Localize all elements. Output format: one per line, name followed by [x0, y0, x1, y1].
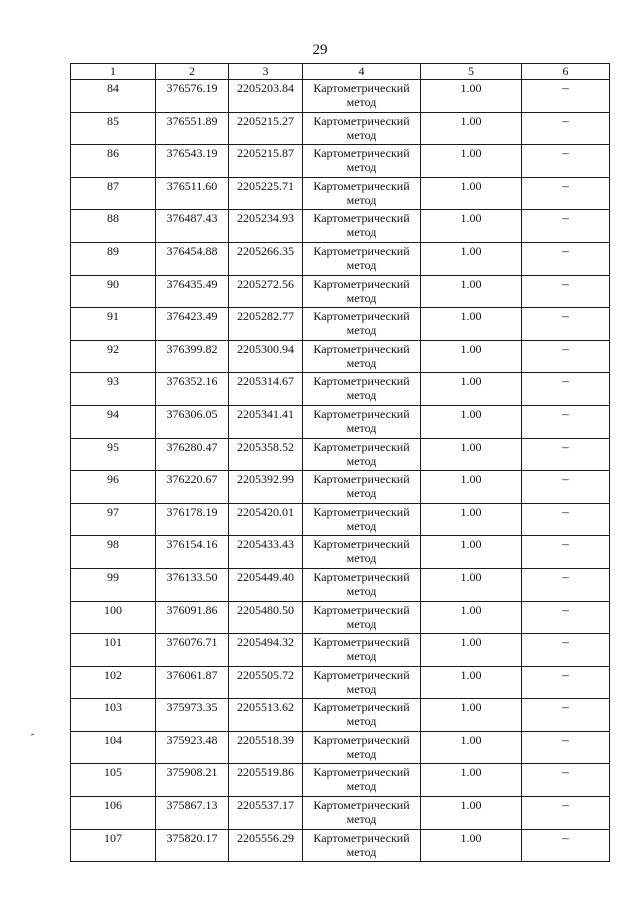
note-cell: –	[522, 568, 610, 601]
note-cell: –	[522, 112, 610, 145]
accuracy-cell: 1.00	[421, 145, 522, 178]
accuracy-cell: 1.00	[421, 242, 522, 275]
y-coordinate-cell: 2205358.52	[229, 438, 303, 471]
accuracy-cell: 1.00	[421, 80, 522, 113]
accuracy-cell: 1.00	[421, 373, 522, 406]
accuracy-cell: 1.00	[421, 112, 522, 145]
accuracy-cell: 1.00	[421, 536, 522, 569]
method-cell: Картометрический метод	[303, 568, 421, 601]
note-cell: –	[522, 340, 610, 373]
table-row	[71, 699, 610, 732]
y-coordinate-cell: 2205494.32	[229, 634, 303, 667]
column-header: 1	[71, 64, 156, 80]
method-cell: Картометрический метод	[303, 210, 421, 243]
note-cell: –	[522, 242, 610, 275]
x-coordinate-cell: 376061.87	[156, 666, 229, 699]
x-coordinate-cell: 376306.05	[156, 405, 229, 438]
point-number-cell: 102	[71, 666, 156, 699]
header-row	[71, 64, 610, 80]
y-coordinate-cell: 2205282.77	[229, 308, 303, 341]
scan-speck	[31, 733, 34, 735]
method-cell: Картометрический метод	[303, 405, 421, 438]
method-cell: Картометрический метод	[303, 145, 421, 178]
point-number-cell: 100	[71, 601, 156, 634]
method-cell: Картометрический метод	[303, 731, 421, 764]
x-coordinate-cell: 376154.16	[156, 536, 229, 569]
y-coordinate-cell: 2205480.50	[229, 601, 303, 634]
x-coordinate-cell: 375908.21	[156, 764, 229, 797]
column-header: 6	[522, 64, 610, 80]
note-cell: –	[522, 699, 610, 732]
y-coordinate-cell: 2205234.93	[229, 210, 303, 243]
accuracy-cell: 1.00	[421, 731, 522, 764]
point-number-cell: 92	[71, 340, 156, 373]
method-cell: Картометрический метод	[303, 308, 421, 341]
method-cell: Картометрический метод	[303, 275, 421, 308]
y-coordinate-cell: 2205272.56	[229, 275, 303, 308]
note-cell: –	[522, 438, 610, 471]
note-cell: –	[522, 210, 610, 243]
point-number-cell: 85	[71, 112, 156, 145]
note-cell: –	[522, 308, 610, 341]
accuracy-cell: 1.00	[421, 503, 522, 536]
table-body	[71, 80, 610, 862]
accuracy-cell: 1.00	[421, 764, 522, 797]
point-number-cell: 105	[71, 764, 156, 797]
y-coordinate-cell: 2205556.29	[229, 829, 303, 862]
x-coordinate-cell: 376423.49	[156, 308, 229, 341]
table-header	[71, 64, 610, 80]
accuracy-cell: 1.00	[421, 210, 522, 243]
note-cell: –	[522, 536, 610, 569]
note-cell: –	[522, 634, 610, 667]
y-coordinate-cell: 2205266.35	[229, 242, 303, 275]
y-coordinate-cell: 2205420.01	[229, 503, 303, 536]
point-number-cell: 88	[71, 210, 156, 243]
note-cell: –	[522, 471, 610, 504]
x-coordinate-cell: 376399.82	[156, 340, 229, 373]
note-cell: –	[522, 829, 610, 862]
table-row	[71, 210, 610, 243]
x-coordinate-cell: 376435.49	[156, 275, 229, 308]
x-coordinate-cell: 376280.47	[156, 438, 229, 471]
column-header: 3	[229, 64, 303, 80]
page-number: 29	[312, 42, 328, 58]
method-cell: Картометрический метод	[303, 536, 421, 569]
table-row	[71, 340, 610, 373]
table-row	[71, 438, 610, 471]
column-header: 5	[421, 64, 522, 80]
x-coordinate-cell: 376543.19	[156, 145, 229, 178]
table-row	[71, 764, 610, 797]
note-cell: –	[522, 764, 610, 797]
point-number-cell: 90	[71, 275, 156, 308]
y-coordinate-cell: 2205518.39	[229, 731, 303, 764]
point-number-cell: 91	[71, 308, 156, 341]
table-row	[71, 536, 610, 569]
method-cell: Картометрический метод	[303, 634, 421, 667]
table-row	[71, 405, 610, 438]
method-cell: Картометрический метод	[303, 177, 421, 210]
point-number-cell: 89	[71, 242, 156, 275]
table-row	[71, 731, 610, 764]
note-cell: –	[522, 503, 610, 536]
method-cell: Картометрический метод	[303, 112, 421, 145]
table-row	[71, 797, 610, 830]
x-coordinate-cell: 376454.88	[156, 242, 229, 275]
method-cell: Картометрический метод	[303, 666, 421, 699]
table-row	[71, 275, 610, 308]
point-number-cell: 103	[71, 699, 156, 732]
y-coordinate-cell: 2205341.41	[229, 405, 303, 438]
method-cell: Картометрический метод	[303, 601, 421, 634]
y-coordinate-cell: 2205449.40	[229, 568, 303, 601]
table-row	[71, 177, 610, 210]
note-cell: –	[522, 275, 610, 308]
table-row	[71, 601, 610, 634]
x-coordinate-cell: 376352.16	[156, 373, 229, 406]
accuracy-cell: 1.00	[421, 568, 522, 601]
point-number-cell: 101	[71, 634, 156, 667]
x-coordinate-cell: 376178.19	[156, 503, 229, 536]
point-number-cell: 99	[71, 568, 156, 601]
method-cell: Картометрический метод	[303, 373, 421, 406]
point-number-cell: 84	[71, 80, 156, 113]
x-coordinate-cell: 375973.35	[156, 699, 229, 732]
point-number-cell: 95	[71, 438, 156, 471]
x-coordinate-cell: 376487.43	[156, 210, 229, 243]
table-row	[71, 503, 610, 536]
note-cell: –	[522, 373, 610, 406]
x-coordinate-cell: 376076.71	[156, 634, 229, 667]
accuracy-cell: 1.00	[421, 666, 522, 699]
accuracy-cell: 1.00	[421, 405, 522, 438]
point-number-cell: 107	[71, 829, 156, 862]
method-cell: Картометрический метод	[303, 471, 421, 504]
column-header: 2	[156, 64, 229, 80]
accuracy-cell: 1.00	[421, 275, 522, 308]
table-row	[71, 373, 610, 406]
accuracy-cell: 1.00	[421, 471, 522, 504]
x-coordinate-cell: 376133.50	[156, 568, 229, 601]
note-cell: –	[522, 177, 610, 210]
method-cell: Картометрический метод	[303, 503, 421, 536]
accuracy-cell: 1.00	[421, 699, 522, 732]
accuracy-cell: 1.00	[421, 797, 522, 830]
y-coordinate-cell: 2205392.99	[229, 471, 303, 504]
method-cell: Картометрический метод	[303, 340, 421, 373]
point-number-cell: 98	[71, 536, 156, 569]
x-coordinate-cell: 375820.17	[156, 829, 229, 862]
method-cell: Картометрический метод	[303, 699, 421, 732]
table-row	[71, 308, 610, 341]
note-cell: –	[522, 601, 610, 634]
coordinates-table	[70, 63, 610, 862]
table-row	[71, 80, 610, 113]
x-coordinate-cell: 375923.48	[156, 731, 229, 764]
point-number-cell: 94	[71, 405, 156, 438]
y-coordinate-cell: 2205433.43	[229, 536, 303, 569]
point-number-cell: 93	[71, 373, 156, 406]
table-row	[71, 112, 610, 145]
method-cell: Картометрический метод	[303, 80, 421, 113]
x-coordinate-cell: 376091.86	[156, 601, 229, 634]
point-number-cell: 87	[71, 177, 156, 210]
y-coordinate-cell: 2205215.87	[229, 145, 303, 178]
method-cell: Картометрический метод	[303, 764, 421, 797]
table-row	[71, 568, 610, 601]
table-row	[71, 471, 610, 504]
note-cell: –	[522, 731, 610, 764]
accuracy-cell: 1.00	[421, 340, 522, 373]
y-coordinate-cell: 2205300.94	[229, 340, 303, 373]
point-number-cell: 106	[71, 797, 156, 830]
table-row	[71, 634, 610, 667]
x-coordinate-cell: 376511.60	[156, 177, 229, 210]
table-row	[71, 145, 610, 178]
method-cell: Картометрический метод	[303, 242, 421, 275]
table-row	[71, 666, 610, 699]
method-cell: Картометрический метод	[303, 438, 421, 471]
y-coordinate-cell: 2205513.62	[229, 699, 303, 732]
x-coordinate-cell: 376576.19	[156, 80, 229, 113]
column-header: 4	[303, 64, 421, 80]
method-cell: Картометрический метод	[303, 797, 421, 830]
y-coordinate-cell: 2205537.17	[229, 797, 303, 830]
point-number-cell: 97	[71, 503, 156, 536]
point-number-cell: 86	[71, 145, 156, 178]
y-coordinate-cell: 2205225.71	[229, 177, 303, 210]
x-coordinate-cell: 376220.67	[156, 471, 229, 504]
table-row	[71, 242, 610, 275]
point-number-cell: 96	[71, 471, 156, 504]
accuracy-cell: 1.00	[421, 634, 522, 667]
y-coordinate-cell: 2205314.67	[229, 373, 303, 406]
table-row	[71, 829, 610, 862]
x-coordinate-cell: 375867.13	[156, 797, 229, 830]
y-coordinate-cell: 2205203.84	[229, 80, 303, 113]
note-cell: –	[522, 80, 610, 113]
accuracy-cell: 1.00	[421, 177, 522, 210]
note-cell: –	[522, 405, 610, 438]
note-cell: –	[522, 666, 610, 699]
note-cell: –	[522, 145, 610, 178]
accuracy-cell: 1.00	[421, 601, 522, 634]
note-cell: –	[522, 797, 610, 830]
point-number-cell: 104	[71, 731, 156, 764]
accuracy-cell: 1.00	[421, 438, 522, 471]
method-cell: Картометрический метод	[303, 829, 421, 862]
y-coordinate-cell: 2205505.72	[229, 666, 303, 699]
accuracy-cell: 1.00	[421, 829, 522, 862]
accuracy-cell: 1.00	[421, 308, 522, 341]
y-coordinate-cell: 2205215.27	[229, 112, 303, 145]
x-coordinate-cell: 376551.89	[156, 112, 229, 145]
y-coordinate-cell: 2205519.86	[229, 764, 303, 797]
